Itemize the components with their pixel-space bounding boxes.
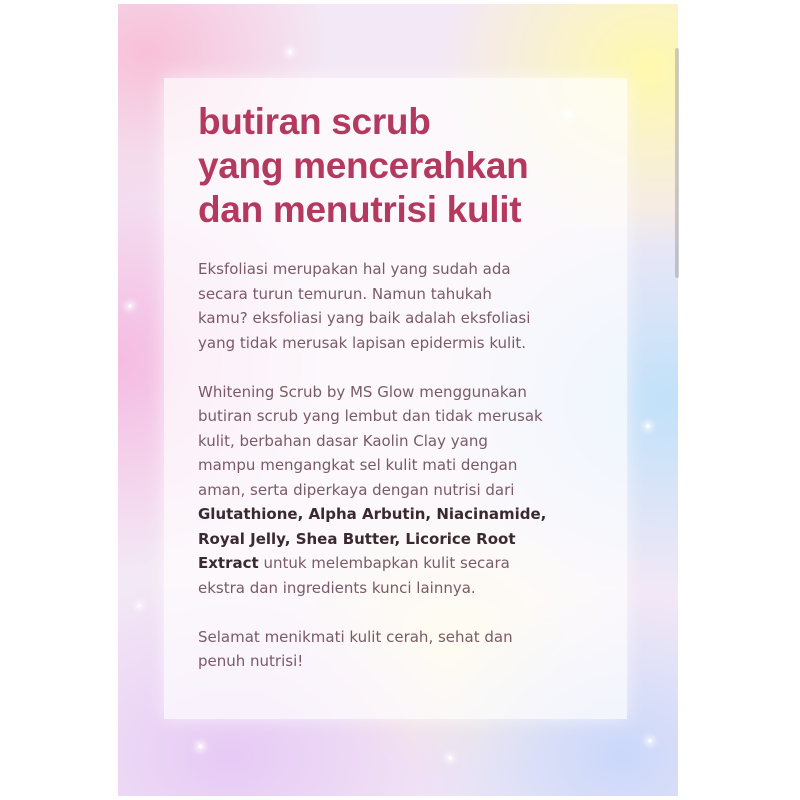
text-fragment: untuk melembapkan kulit secara — [258, 554, 510, 572]
sparkle-decoration — [198, 744, 203, 749]
text-line: kamu? eksfoliasi yang baik adalah eksfoliasi — [198, 309, 531, 327]
product-paragraph — [198, 380, 618, 601]
headline-line: butiran scrub — [198, 101, 431, 142]
text-line: Eksfoliasi merupakan hal yang sudah ada — [198, 260, 511, 278]
text-line: Whitening Scrub by MS Glow menggunakan — [198, 382, 527, 401]
ingredient-list: Royal Jelly, Shea Butter, Licorice Root — [198, 529, 516, 548]
text-line: yang tidak merusak lapisan epidermis kulit. — [198, 333, 527, 352]
text-line — [198, 551, 618, 576]
text-line-bold — [198, 502, 618, 527]
text-line: butiran scrub yang lembut dan tidak merusak — [198, 407, 543, 425]
sparkle-decoration — [448, 756, 452, 760]
vertical-scrollbar[interactable] — [675, 48, 679, 278]
body-text — [198, 257, 618, 698]
closing-paragraph — [198, 625, 618, 674]
text-line: kulit, berbahan dasar Kaolin Clay yang — [198, 431, 488, 450]
intro-paragraph — [198, 257, 618, 355]
ingredient-list: Glutathione, Alpha Arbutin, Niacinamide, — [198, 505, 547, 523]
text-line: Selamat menikmati kulit cerah, sehat dan — [198, 627, 513, 646]
ingredient-list: Extract — [198, 554, 259, 572]
sparkle-decoration — [138, 604, 141, 607]
text-line: secara turun temurun. Namun tahukah — [198, 284, 492, 303]
headline-line: yang mencerahkan — [198, 145, 529, 186]
headline — [198, 100, 528, 232]
sparkle-decoration — [128, 304, 132, 308]
sparkle-decoration — [646, 424, 650, 428]
text-line: mampu mengangkat sel kulit mati dengan — [198, 456, 518, 474]
text-line: ekstra dan ingredients kunci lainnya. — [198, 578, 476, 597]
text-line-bold — [198, 527, 618, 552]
text-line: aman, serta diperkaya dengan nutrisi dari — [198, 480, 515, 499]
headline-line: dan menutrisi kulit — [198, 189, 522, 230]
sparkle-decoration — [288, 50, 292, 54]
sparkle-decoration — [648, 739, 652, 743]
text-line: penuh nutrisi! — [198, 652, 304, 670]
